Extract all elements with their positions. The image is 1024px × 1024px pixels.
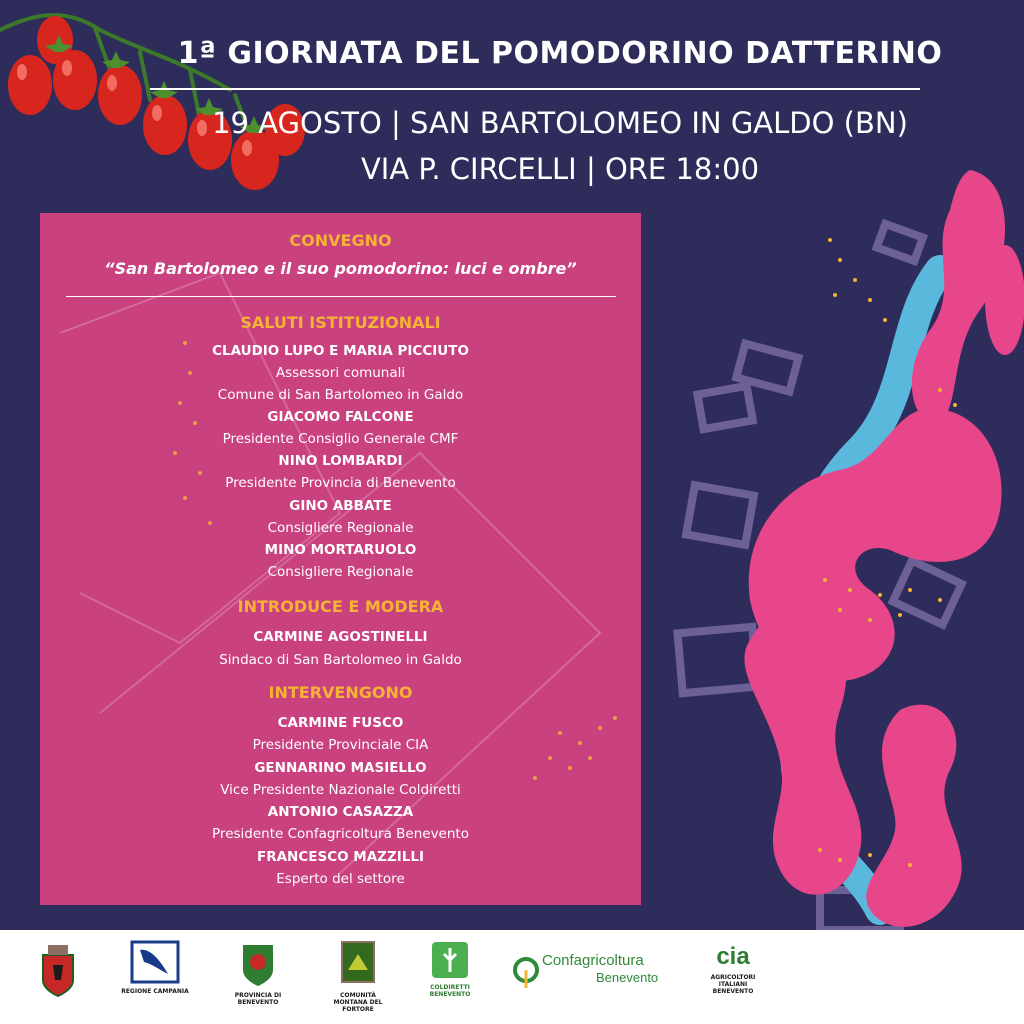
cia-caption: AGRICOLTORI ITALIANI bbox=[710, 974, 756, 988]
regione-caption: REGIONE CAMPANIA bbox=[121, 988, 189, 995]
speaker-name: GIACOMO FALCONE bbox=[267, 409, 414, 425]
address-time: VIA P. CIRCELLI | ORE 18:00 bbox=[360, 152, 760, 186]
provincia-emblem-icon bbox=[233, 940, 283, 988]
regione-campania-logo bbox=[120, 940, 190, 995]
confagricoltura-name: Confagricoltura bbox=[542, 952, 644, 969]
comune-crest-logo bbox=[28, 940, 88, 1004]
saluti-heading: SALUTI ISTITUZIONALI bbox=[240, 313, 441, 332]
speaker-name: FRANCESCO MAZZILLI bbox=[256, 849, 424, 865]
confagricoltura-emblem-icon bbox=[512, 956, 540, 990]
speaker-role: Presidente Provinciale CIA bbox=[252, 737, 429, 753]
confagricoltura-subname: Benevento bbox=[596, 970, 659, 985]
speaker-name: ANTONIO CASAZZA bbox=[267, 804, 414, 820]
modera-heading: INTRODUCE E MODERA bbox=[237, 597, 444, 616]
speaker-name: CARMINE AGOSTINELLI bbox=[253, 629, 428, 645]
speaker-role: Esperto del settore bbox=[276, 871, 405, 887]
speaker-role: Presidente Confagricoltura Benevento bbox=[212, 826, 469, 842]
intervengono-heading: INTERVENGONO bbox=[268, 683, 413, 702]
sponsor-logos-bar bbox=[0, 930, 1024, 1024]
svg-text:cia: cia bbox=[716, 943, 750, 970]
speaker-role: Consigliere Regionale bbox=[267, 564, 414, 580]
speaker-role: Consigliere Regionale bbox=[267, 520, 414, 536]
cia-emblem-icon bbox=[703, 940, 763, 970]
provincia-caption: PROVINCIA DI BENEVENTO bbox=[234, 992, 282, 1006]
comunita-montana-logo bbox=[328, 940, 388, 1013]
speaker-name: NINO LOMBARDI bbox=[278, 453, 403, 469]
speaker-role: Presidente Consiglio Generale CMF bbox=[222, 431, 459, 447]
abstract-brushstroke-illustration bbox=[640, 150, 1024, 950]
regione-emblem-icon bbox=[130, 940, 180, 984]
coldiretti-subcaption: BENEVENTO bbox=[429, 991, 471, 998]
speaker-role: Sindaco di San Bartolomeo in Galdo bbox=[219, 652, 462, 668]
speaker-role: Vice Presidente Nazionale Coldiretti bbox=[220, 782, 461, 798]
card-divider bbox=[66, 296, 616, 297]
speaker-role: Presidente Provincia di Benevento bbox=[225, 475, 456, 491]
cia-logo bbox=[698, 940, 768, 995]
provincia-benevento-logo bbox=[218, 940, 298, 1006]
convegno-subtitle: “San Bartolomeo e il suo pomodorino: luci e ombre” bbox=[104, 259, 577, 278]
crest-icon bbox=[33, 940, 83, 1000]
event-title: 1ª GIORNATA DEL POMODORINO DATTERINO bbox=[177, 36, 943, 71]
speaker-name: MINO MORTARUOLO bbox=[264, 542, 417, 558]
speaker-role: Comune di San Bartolomeo in Galdo bbox=[217, 387, 464, 403]
comunita-emblem-icon bbox=[338, 940, 378, 988]
date-location: 19 AGOSTO | SAN BARTOLOMEO IN GALDO (BN) bbox=[212, 106, 908, 140]
coldiretti-emblem-icon bbox=[430, 940, 470, 980]
cia-subcaption: BENEVENTO bbox=[712, 988, 754, 995]
convegno-heading: CONVEGNO bbox=[289, 231, 392, 250]
program-card bbox=[40, 213, 641, 905]
coldiretti-caption: COLDIRETTI bbox=[430, 984, 470, 991]
comunita-caption: COMUNITÀ MONTANA DEL FORTORE bbox=[333, 992, 383, 1013]
speaker-name: GINO ABBATE bbox=[289, 498, 392, 514]
speaker-role: Assessori comunali bbox=[275, 365, 406, 381]
speaker-name: GENNARINO MASIELLO bbox=[254, 760, 427, 776]
speaker-name: CLAUDIO LUPO E MARIA PICCIUTO bbox=[212, 343, 469, 359]
coldiretti-logo bbox=[420, 940, 480, 998]
speaker-name: CARMINE FUSCO bbox=[277, 715, 404, 731]
title-divider bbox=[150, 88, 920, 90]
